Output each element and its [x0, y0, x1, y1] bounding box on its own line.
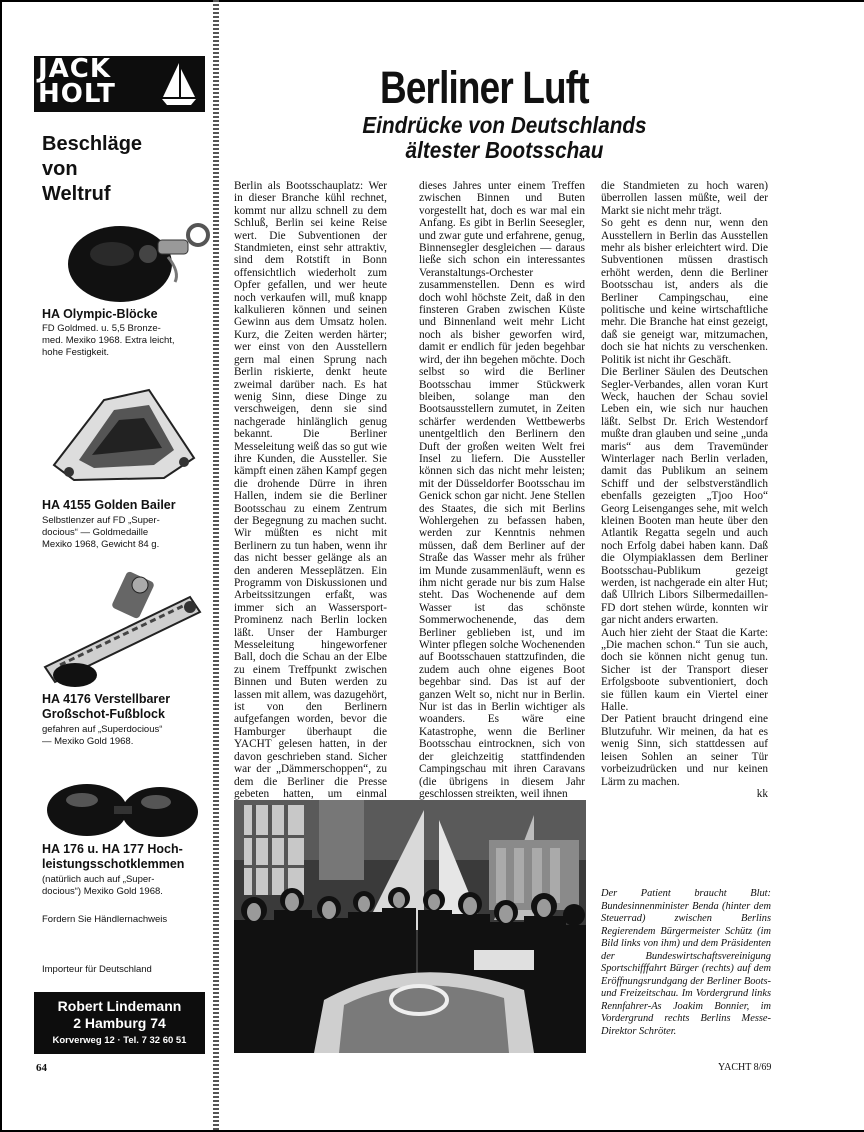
logo-line-1: JACK — [38, 54, 112, 84]
ad-headline: Beschläge von Weltruf — [42, 133, 143, 205]
product-1-description: FD Goldmed. u. 5,5 Bronze- med. Mexiko 1968. Extra leicht, hohe Festigkeit. — [42, 323, 175, 358]
mainsheet-foot-block-image — [40, 567, 210, 692]
author-signature: kk — [756, 787, 768, 800]
product-4-description: (natürlich auch auf „Super- docious“) Mexiko Gold 1968. — [42, 874, 163, 897]
logo-line-2: HOLT — [38, 79, 116, 109]
article-column-1 — [234, 180, 387, 850]
photo-caption: Der Patient braucht Blut: Bundesinnenminister Benda (hinter dem Steuerrad) zwischen Berlins Regierendem Bürgermeister Schütz (im Bild links von ihm) und dem Präsidenten der Bundeswirtschaftsvereinigung Sportschifffahrt Bürger (rechts) auf dem Eröffnungsrundgang der Berliner Boots- und Freizeitschau. Im Vordergrund links Rennfahrer-As Joakim Bonnier, im Vordergrund rechts Berlins Messe-Direktor Schröter. — [601, 888, 771, 1037]
article-paragraph: Die Berliner Säulen des Deutschen Segler-Verbandes, allen voran Kurt Weck, hauchen der Schau soviel Leben ein, wie sich nur hauchen läßt. Selbst Dr. Erich Westendorf mußte dran glauben und seine „unda maris“ aus dem Travemünder Winterlager nach Berlin verladen, damit das Publikum an seinem Schiff und der selbstverständlich ebenfalls gezeigten „Tjoo Hoo“ Georg Leisenganges sehe, mit welch kleinen Booten man heute über den Atlantik Regatta segeln und auch noch Erfolg dabei haben kann. Daß die Olympiaklassen dem Berliner Bootsschau-Publikum gezeigt werden, ist nachgerade ein alter Hut; daß Ullrich Libors Silbermedaillen-FD dort stehen würde, konnten wir gar nicht anders erwarten. — [601, 366, 768, 627]
product-3-description: gefahren auf „Superdocious“ — Mexiko Gold 1968. — [42, 724, 163, 747]
page-number: 64 — [36, 1062, 47, 1074]
magazine-issue: YACHT 8/69 — [718, 1062, 772, 1073]
dealer-city: 2 Hamburg 74 — [73, 1015, 166, 1031]
article-photo — [234, 800, 586, 1053]
product-1-title: HA Olympic-Blöcke — [42, 307, 158, 321]
product-3-title: HA 4176 Verstellbarer Großschot-Fußblock — [42, 692, 171, 721]
article-column-2-text: dieses Jahres unter einem Treffen zwischen Binnen und Buten vorgestellt hat, doch es war mal ein Anfang. Es gibt in Berlin Seesegler, und zwar gute und erfahrene, genug, Binnensegler desgleichen — daraus ließe sich schon ein interessantes Veranstaltungs-Orchester zusammenstellen. Denn es wird doch wohl höchste Zeit, daß in den finsteren Graben zwischen Küste und Binnenland weit mehr Licht noch als bisher geworfen wird, damit er endlich für jeden begehbar wird, der ihn begehen möchte. Doch selbst so wird die Berliner Bootsschau immer Stückwerk bleiben, solange man den Bootsausstellern zumutet, in Zeiten schärfer werdenden Wettbewerbs unentgeltlich den Berlinern den Duft der großen weiten Welt frei Insel zu liefern. Die Aussteller können sich das nicht mehr leisten; mit der Düsseldorfer Bootsschau im Genick schon gar nicht. Jene Stellen des Staates, die sich mit Berlins Wohlergehen zu befassen haben, werden zur Kenntnis nehmen müssen, daß dem Berliner auf der Straße das Wasser mehr als früher im Munde zusammenläuft, wenn es ihm nicht gerade nur bis zum Halse steht. Das Wochenende auf dem Wasser ist das schönste Sommerwochenende, das dem Berliner geblieben ist, und im Winter pflegen solche Wochenenden auf Bootsschauen stattzufinden, die zudem auch ohne eigenes Boot begehbar sind. Das ist auf der ganzen Welt so, nicht nur in Berlin. Nur ist das in Berlin wichtiger als woanders. Es wäre eine Katastrophe, wenn die Berliner Bootsschau eintrocknen, sich von der gleichzeitig stattfindenden Campingschau mit ihren Caravans (die übrigens in diesem Jahr geschlossen streikten, weil ihnen — [419, 180, 585, 800]
dealer-name: Robert Lindemann — [57, 998, 182, 1014]
product-4-title: HA 176 u. HA 177 Hoch- leistungsschotklemmen — [42, 842, 185, 871]
article-paragraph: So geht es denn nur, wenn den Ausstellern in Berlin das Ausstellen mehr als bisher erleichtert wird. Die Subventionen müssen drastisch erhöht werden, denn die Berliner Bootsschau ist, anders als die Berliner Campingschau, eine politische und keine wirtschaftliche mehr. Die Branche hat einst gezeigt, daß sie geneigt war, mitzumachen, doch sie hat nichts zu verschenken. Politik ist nicht ihr Geschäft. — [601, 217, 768, 366]
olympic-block-image — [50, 212, 220, 307]
binding-rail — [213, 0, 219, 1130]
article-title: Berliner Luft — [380, 62, 589, 113]
dealer-address: Korverweg 12 · Tel. 7 32 60 51 — [52, 1035, 187, 1046]
sailboat-icon — [159, 61, 199, 107]
article-paragraph: die Standmieten zu hoch waren) überrollen lassen müßte, weil der Markt sie nicht mehr trägt. — [601, 180, 768, 217]
dealer-request-note: Fordern Sie Händlernachweis — [42, 914, 168, 925]
sheet-cleats-image — [42, 772, 202, 842]
article-column-1-text: Berlin als Bootsschauplatz: Wer in dieser Branche kühl rechnet, kommt nur allzu schnell zu dem Schluß, Berlin sei keine Reise wert. Die Subventionen der Standmieten, einst sehr attraktiv, sind dem Rotstift in Bonn offensichtlich wiederholt zum Opfer gefallen, und wer heute noch verkaufen will, muß knapp kalkulieren können und seinen Gewinn aus dem Umsatz holen. Kurz, die Zeiten werden härter; wer einst von den Ausstellern gern mal einen Sprung nach Berlin riskierte, denkt heute zweimal darüber nach. Es hat wenig Sinn, diese Dinge zu verschweigen, denn sie sind nachgerade hinlänglich genug bekannt. Die Berliner Messeleitung weiß das so gut wie ihre Kunden, die Aussteller. Sie kämpft einen zähen Kampf gegen die drohende Dürre in ihren Hallen, indem sie die Berliner Bootsschau zu einem Zentrum der Begegnung zu machen sucht. Wir müßten es nicht mit Berlinern zu tun haben, wenn ihr das nicht besser gelänge als an den anderen Messeplätzen. Ein Programm von Diskussionen und Arbeitssitzungen erfaßt, was immer sich an Wassersport-Prominenz nach Berlin locken läßt. Unser der Hamburger Messeleitung hingeworfener Ball, doch die Schau an der Elbe zu einem Treffpunkt zwischen Binnen und Buten werden zu lassen mit allem, was dazugehört, ist von den Berlinern aufgefangen worden, bevor die Hamburger überhaupt die YACHT gelesen hatten, in der davon geschrieben stand. Sicher war der „Dämmerschoppen“, zu dem die Berliner die Presse gebeten hatten, um einmal — [234, 180, 387, 800]
article-paragraph: Auch hier zieht der Staat die Karte: „Die machen schon.“ Tun sie auch, doch sie können nicht genug tun. Sicher ist der Transport dieser Erfolgsboote subventioniert, doch sie füllen kaum ein Viertel einer Halle. — [601, 626, 768, 714]
product-2-title: HA 4155 Golden Bailer — [42, 498, 176, 512]
product-2-description: Selbstlenzer auf FD „Super- docious“ — Goldmedaille Mexiko 1968, Gewicht 84 g. — [42, 515, 160, 550]
advertisement-column — [30, 52, 210, 1057]
article-column-2 — [419, 180, 585, 800]
article-column-3 — [601, 180, 768, 800]
golden-bailer-image — [44, 380, 204, 485]
importer-note: Importeur für Deutschland — [42, 964, 152, 975]
article-paragraph: Der Patient braucht dringend eine Blutzufuhr. Wir meinen, da hat es wenig Sinn, sich stattdessen auf leisen Sohlen an seiner Tür vorbeizudrücken und nur keinen Lärm zu machen. — [601, 713, 768, 788]
dealer-box — [34, 992, 205, 1054]
brand-logo — [34, 56, 205, 112]
article-subtitle: Eindrücke von Deutschlands ältester Bootsschau — [362, 112, 647, 163]
